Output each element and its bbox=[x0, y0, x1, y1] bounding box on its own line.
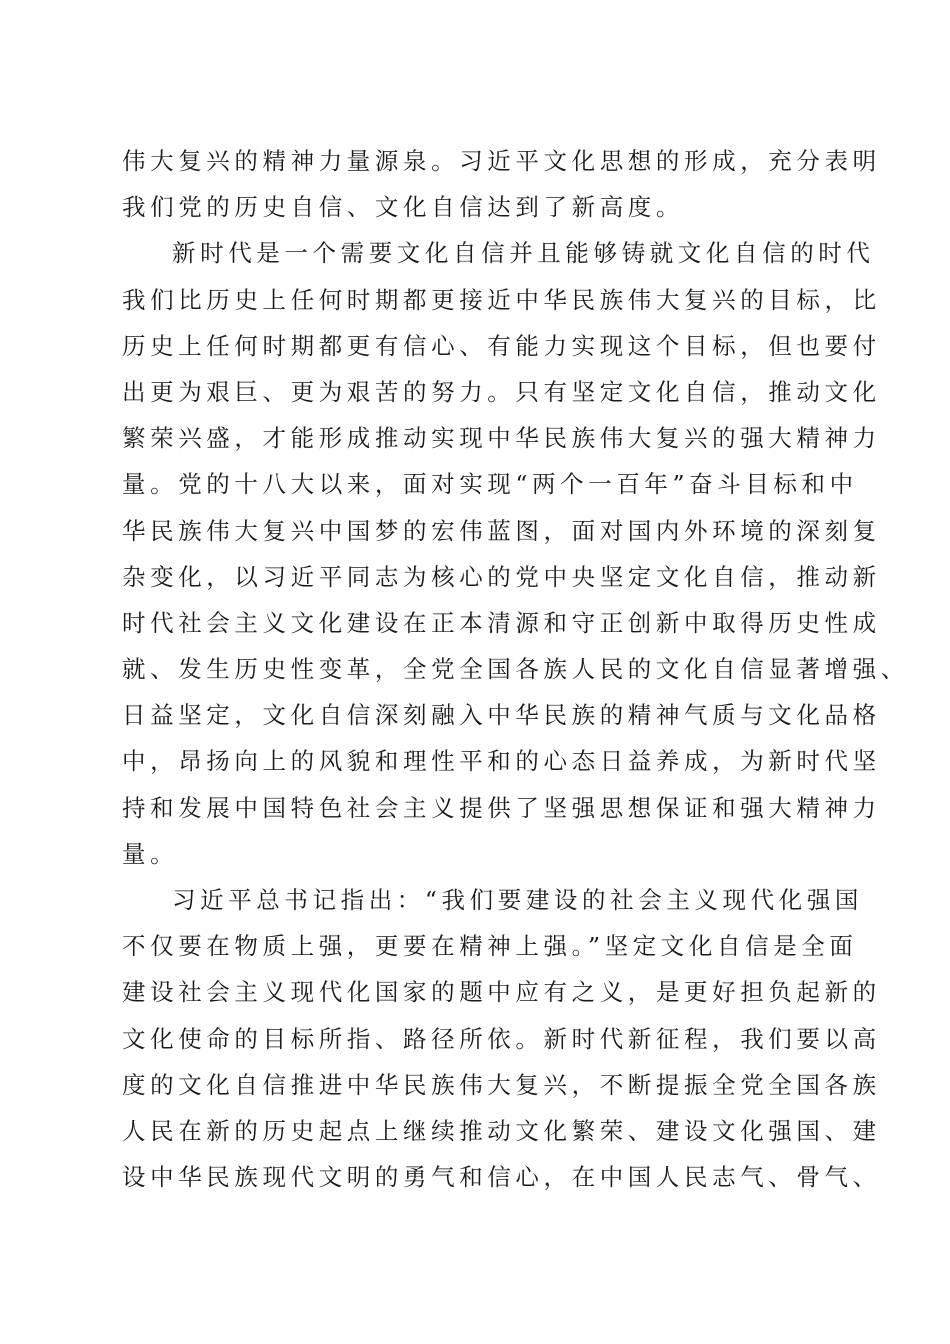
text-line: 时代社会主义文化建设在正本清源和守正创新中取得历史性成 bbox=[122, 608, 881, 637]
text-line: 中，昂扬向上的风貌和理性平和的心态日益养成，为新时代坚 bbox=[122, 747, 881, 776]
text-line: 出更为艰巨、更为艰苦的努力。只有坚定文化自信，推动文化 bbox=[122, 377, 881, 406]
paragraph-start-line: 新时代是一个需要文化自信并且能够铸就文化自信的时代 bbox=[172, 239, 875, 268]
text-line: 量。党的十八大以来，面对实现“两个一百年”奋斗目标和中 bbox=[122, 470, 858, 499]
text-line: 人民在新的历史起点上继续推动文化繁荣、建设文化强国、建 bbox=[122, 1116, 881, 1145]
text-line: 我们党的历史自信、文化自信达到了新高度。 bbox=[122, 193, 684, 222]
text-line: 华民族伟大复兴中国梦的宏伟蓝图，面对国内外环境的深刻复 bbox=[122, 516, 881, 545]
text-line: 设中华民族现代文明的勇气和信心，在中国人民志气、骨气、 bbox=[122, 1163, 881, 1192]
text-line: 繁荣兴盛，才能形成推动实现中华民族伟大复兴的强大精神力 bbox=[122, 424, 881, 453]
text-line: 日益坚定，文化自信深刻融入中华民族的精神气质与文化品格 bbox=[122, 701, 881, 730]
text-line: 不仅要在物质上强，更要在精神上强。”坚定文化自信是全面 bbox=[122, 932, 858, 961]
text-line: 持和发展中国特色社会主义提供了坚强思想保证和强大精神力 bbox=[122, 793, 881, 822]
paragraph-start-line: 习近平总书记指出：“我们要建设的社会主义现代化强国 bbox=[172, 886, 864, 914]
text-line: 度的文化自信推进中华民族伟大复兴，不断提振全党全国各族 bbox=[122, 1070, 881, 1099]
text-line: 量。 bbox=[122, 839, 179, 868]
body-text bbox=[122, 138, 909, 1200]
text-line: 建设社会主义现代化国家的题中应有之义，是更好担负起新的 bbox=[122, 978, 881, 1007]
text-line: 我们比历史上任何时期都更接近中华民族伟大复兴的目标，比 bbox=[122, 285, 881, 314]
text-line: 杂变化，以习近平同志为核心的党中央坚定文化自信，推动新 bbox=[122, 562, 881, 591]
text-line: 文化使命的目标所指、路径所依。新时代新征程，我们要以高 bbox=[122, 1024, 881, 1053]
text-line: 就、发生历史性变革，全党全国各族人民的文化自信显著增强、 bbox=[122, 655, 909, 684]
text-line: 伟大复兴的精神力量源泉。习近平文化思想的形成，充分表明 bbox=[122, 147, 881, 175]
text-line: 历史上任何时期都更有信心、有能力实现这个目标，但也要付 bbox=[122, 331, 881, 360]
